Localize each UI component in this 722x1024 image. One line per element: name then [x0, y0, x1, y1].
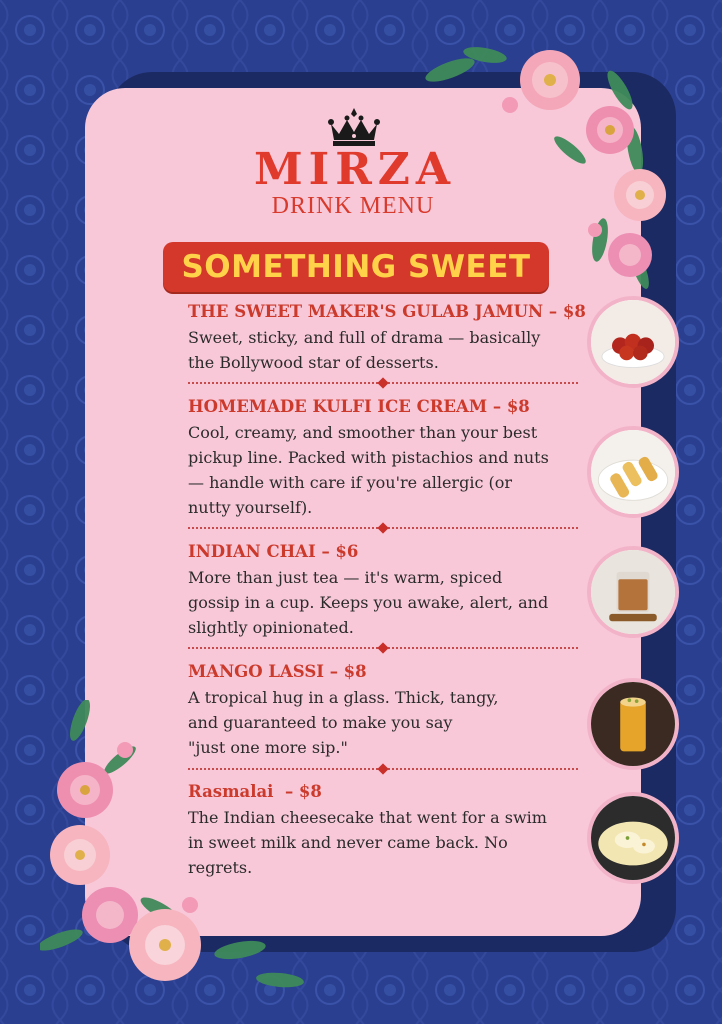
gulab-jamun-photo — [587, 296, 679, 388]
item-title: Rasmalai – $8 — [188, 782, 322, 801]
item-description — [188, 325, 588, 375]
description-line: Sweet, sticky, and full of drama — basically — [188, 328, 541, 347]
description-line: and guaranteed to make you say — [188, 713, 453, 732]
mango-lassi-photo — [587, 678, 679, 770]
description-line: regrets. — [188, 858, 253, 877]
section-title: SOMETHING SWEET — [181, 249, 531, 285]
description-line: pickup line. Packed with pistachios and nuts — [188, 448, 549, 467]
description-line: in sweet milk and never came back. No — [188, 833, 508, 852]
description-line: The Indian cheesecake that went for a swim — [188, 808, 547, 827]
chai-photo — [587, 546, 679, 638]
item-title: HOMEMADE KULFI ICE CREAM – $8 — [188, 397, 530, 416]
kulfi-photo — [587, 426, 679, 518]
item-title: INDIAN CHAI – $6 — [188, 542, 359, 561]
description-line: Cool, creamy, and smoother than your best — [188, 423, 538, 442]
item-title: THE SWEET MAKER'S GULAB JAMUN – $8 — [188, 302, 586, 321]
description-line: — handle with care if you're allergic (or — [188, 473, 513, 492]
description-line: gossip in a cup. Keeps you awake, alert, and — [188, 593, 549, 612]
description-line: the Bollywood star of desserts. — [188, 353, 439, 372]
item-description — [188, 805, 588, 880]
description-line: slightly opinionated. — [188, 618, 354, 637]
rasmalai-photo — [587, 792, 679, 884]
menu-item — [188, 661, 588, 760]
item-title: MANGO LASSI – $8 — [188, 662, 367, 681]
crown-icon — [325, 106, 383, 148]
menu-item — [188, 301, 588, 375]
description-line: "just one more sip." — [188, 738, 348, 757]
description-line: nutty yourself). — [188, 498, 313, 517]
menu-item — [188, 396, 588, 520]
section-banner — [163, 242, 549, 292]
menu-item — [188, 541, 588, 640]
item-description — [188, 565, 588, 640]
item-description — [188, 420, 588, 520]
menu-item — [188, 781, 588, 880]
item-description — [188, 685, 588, 760]
description-line: A tropical hug in a glass. Thick, tangy, — [188, 688, 499, 707]
brand-name: MIRZA — [253, 144, 457, 195]
description-line: More than just tea — it's warm, spiced — [188, 568, 503, 587]
menu-subtitle: DRINK MENU — [271, 193, 435, 219]
